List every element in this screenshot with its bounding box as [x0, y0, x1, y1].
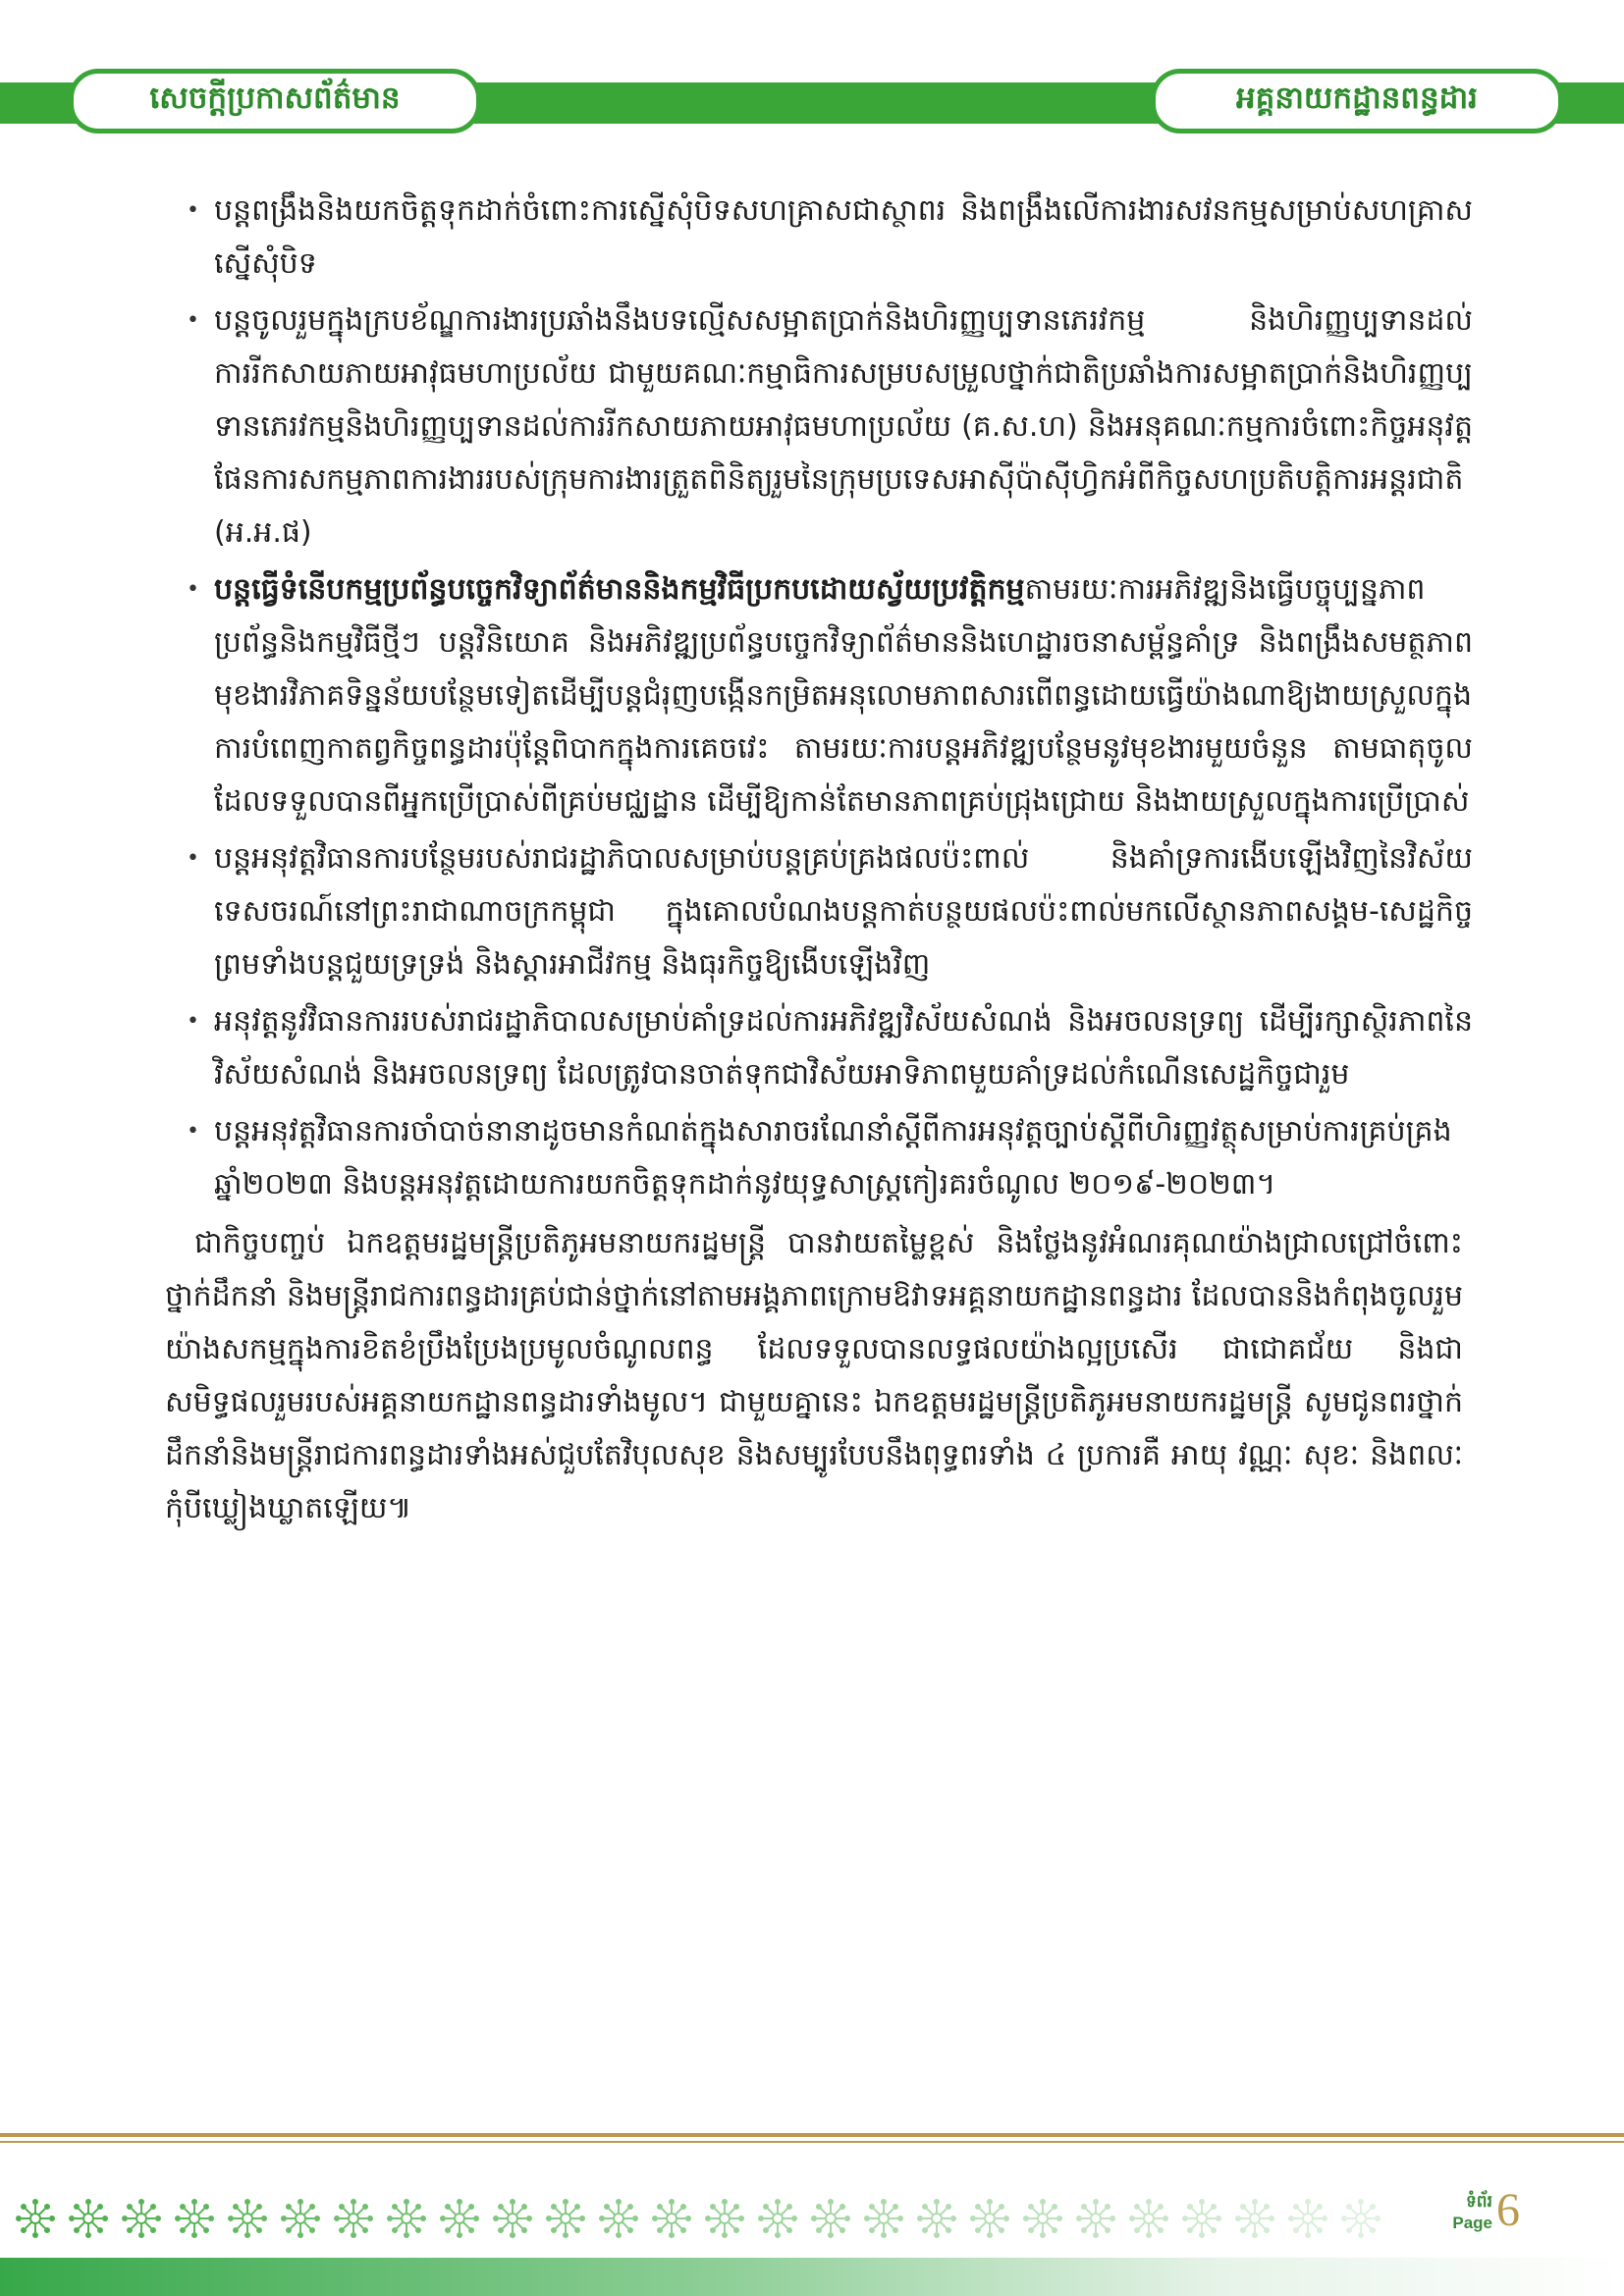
closing-paragraph: ជាកិច្ចបញ្ចប់ ឯកឧត្តមរដ្ឋមន្ត្រីប្រតិភូអមនាយករដ្ឋមន្ត្រី បានវាយតម្លៃខ្ពស់ និងថ្លែងនូវអំណរគុណយ៉ាងជ្រាលជ្រៅចំពោះថ្នាក់ដឹកនាំ និងមន្ត្រីរាជការពន្ធដារគ្រប់ជាន់ថ្នាក់នៅតាមអង្គភាពក្រោមឱវាទអគ្គនាយកដ្ឋានពន្ធដារ ដែលបាននិងកំពុងចូលរួមយ៉ាងសកម្មក្នុងការខិតខំប្រឹងប្រែងប្រមូលចំណូលពន្ធ ដែលទទួលបានលទ្ធផលយ៉ាងល្អប្រសើរ ជាជោគជ័យ និងជាសមិទ្ធផលរួមរបស់អគ្គនាយកដ្ឋានពន្ធដារទាំងមូល។ ជាមួយគ្នានេះ ឯកឧត្តមរដ្ឋមន្ត្រីប្រតិភូអមនាយករដ្ឋមន្ត្រី សូមជូនពរថ្នាក់ដឹកនាំនិងមន្ត្រីរាជការពន្ធដារទាំងអស់ជួបតែវិបុលសុខ និងសម្បូរបែបនឹងពុទ្ធពរទាំង ៤ ប្រការគឺ អាយុ វណ្ណៈ សុខៈ និងពលៈ កុំបីឃ្លៀងឃ្លាតឡើយ៕: [165, 1226, 1463, 1525]
bullet-dot-icon: •: [187, 308, 199, 333]
bullet-dot-icon: •: [187, 198, 199, 223]
header-title-press-release: សេចក្តីប្រកាសព័ត៌មាន: [69, 69, 481, 133]
bullet-dot-icon: •: [187, 846, 199, 871]
bullet-item-tourism-measures: [175, 832, 1473, 991]
floral-ornament-icon: [648, 2195, 695, 2242]
bullet-lead-bold: បន្តធ្វើទំនើបកម្មប្រព័ន្ធបច្ចេកវិទ្យាព័ត៌មាននិងកម្មវិធីប្រកបដោយស្វ័យប្រវត្តិកម្ម: [214, 572, 1025, 607]
bullet-dot-icon: •: [187, 1119, 199, 1144]
page-number: 6: [1496, 2184, 1520, 2236]
floral-ornament-icon: [330, 2195, 377, 2242]
floral-ornament-icon: [1231, 2195, 1278, 2242]
floral-ornament-icon: [1072, 2195, 1119, 2242]
floral-ornament-icon: [12, 2195, 59, 2242]
floral-ornament-icon: [171, 2195, 218, 2242]
floral-ornament-icon: [224, 2195, 271, 2242]
bullet-text: បន្តពង្រឹងនិងយកចិត្តទុកដាក់ចំពោះការស្នើសុំបិទសហគ្រាសជាស្ថាពរ និងពង្រឹងលើការងារសវនកម្មសម្រាប់សហគ្រាសស្នើសុំបិទ: [214, 193, 1473, 281]
floral-ornament-icon: [277, 2195, 324, 2242]
bullet-dot-icon: •: [187, 1009, 199, 1034]
floral-ornament-icon: [1125, 2195, 1172, 2242]
bullet-dot-icon: •: [187, 577, 199, 602]
bullet-item-finance-law-2023: [175, 1105, 1473, 1211]
floral-ornament-icon: [118, 2195, 165, 2242]
bullet-item-aml-cft: [175, 294, 1473, 560]
floral-ornament-icon: [65, 2195, 112, 2242]
floral-ornament-icon: [754, 2195, 801, 2242]
bullet-text: បន្តអនុវត្តវិធានការចាំបាច់នានាដូចមានកំណត់ក្នុងសារាចរណែនាំស្តីពីការអនុវត្តច្បាប់ស្តីពីហិរញ្ញវត្ថុសម្រាប់ការគ្រប់គ្រងឆ្នាំ២០២៣ និងបន្តអនុវត្តដោយការយកចិត្តទុកដាក់នូវយុទ្ធសាស្ត្រកៀរគរចំណូល ២០១៩-២០២៣។: [214, 1114, 1452, 1201]
floral-ornament-icon: [913, 2195, 960, 2242]
footer-ornament-row: [0, 2189, 1426, 2248]
footer-rule-thin: [0, 2141, 1624, 2143]
floral-ornament-icon: [1284, 2195, 1331, 2242]
bullet-text: បន្តអនុវត្តវិធានការបន្ថែមរបស់រាជរដ្ឋាភិបាលសម្រាប់បន្តគ្រប់គ្រងផលប៉ះពាល់ និងគាំទ្រការងើបឡើងវិញនៃវិស័យទេសចរណ៍នៅព្រះរាជាណាចក្រកម្ពុជា ក្នុងគោលបំណងបន្តកាត់បន្ថយផលប៉ះពាល់មកលើស្ថានភាពសង្គម-សេដ្ឋកិច្ច ព្រមទាំងបន្តជួយទ្រទ្រង់ និងស្តារអាជីវកម្ម និងធុរកិច្ចឱ្យងើបឡើងវិញ: [214, 841, 1473, 982]
floral-ornament-icon: [436, 2195, 483, 2242]
bullet-list: [175, 185, 1473, 1211]
bullet-text: អនុវត្តនូវវិធានការរបស់រាជរដ្ឋាភិបាលសម្រាប់គាំទ្រដល់ការអភិវឌ្ឍវិស័យសំណង់ និងអចលនទ្រព្យ ដើម្បីរក្សាស្ថិរភាពនៃវិស័យសំណង់ និងអចលនទ្រព្យ ដែលត្រូវបានចាត់ទុកជាវិស័យអាទិភាពមួយគាំទ្រដល់កំណើនសេដ្ឋកិច្ចជារួម: [214, 1004, 1473, 1092]
floral-ornament-icon: [595, 2195, 642, 2242]
footer-gradient-band: [0, 2258, 1624, 2296]
bullet-text: បន្តចូលរួមក្នុងក្របខ័ណ្ឌការងារប្រឆាំងនឹងបទល្មើសសម្អាតប្រាក់និងហិរញ្ញប្បទានភេរវកម្ម និងហិរញ្ញប្បទានដល់ការរីកសាយភាយអាវុធមហាប្រល័យ ជាមួយគណៈកម្មាធិការសម្របសម្រួលថ្នាក់ជាតិប្រឆាំងការសម្អាតប្រាក់និងហិរញ្ញប្បទានភេរវកម្មនិងហិរញ្ញប្បទានដល់ការរីកសាយភាយអាវុធមហាប្រល័យ (គ.ស.ហ) និងអនុគណៈកម្មការចំពោះកិច្ចអនុវត្តផែនការសកម្មភាពការងាររបស់ក្រុមការងារត្រួតពិនិត្យរួមនៃក្រុមប្រទេសអាស៊ីប៉ាស៊ីហ្វិកអំពីកិច្ចសហប្រតិបត្តិការអន្តរជាតិ (អ.អ.ផ): [214, 303, 1473, 550]
bullet-text: តាមរយៈការអភិវឌ្ឍនិងធ្វើបច្ចុប្បន្នភាពប្រព័ន្ធនិងកម្មវិធីថ្មីៗ បន្តវិនិយោគ និងអភិវឌ្ឍប្រព័ន្ធបច្ចេកវិទ្យាព័ត៌មាននិងហេដ្ឋារចនាសម្ព័ន្ធគាំទ្រ និងពង្រឹងសមត្ថភាពមុខងារវិភាគទិន្នន័យបន្ថែមទៀតដើម្បីបន្តជំរុញបង្កើនកម្រិតអនុលោមភាពសារពើពន្ធដោយធ្វើយ៉ាងណាឱ្យងាយស្រួលក្នុងការបំពេញកាតព្វកិច្ចពន្ធដារប៉ុន្តែពិបាកក្នុងការគេចវេះ តាមរយៈការបន្តអភិវឌ្ឍបន្ថែមនូវមុខងារមួយចំនួន តាមធាតុចូលដែលទទួលបានពីអ្នកប្រើប្រាស់ពីគ្រប់មជ្ឈដ្ឋាន ដើម្បីឱ្យកាន់តែមានភាពគ្រប់ជ្រុងជ្រោយ និងងាយស្រួលក្នុងការប្រើប្រាស់: [214, 572, 1473, 819]
bullet-item-closure-audit: [175, 185, 1473, 291]
footer-rule: [0, 2133, 1624, 2137]
floral-ornament-icon: [1019, 2195, 1066, 2242]
floral-ornament-icon: [807, 2195, 854, 2242]
document-body: [165, 185, 1473, 1535]
floral-ornament-icon: [966, 2195, 1013, 2242]
bullet-item-it-modernization: [175, 563, 1473, 828]
floral-ornament-icon: [1178, 2195, 1225, 2242]
floral-ornament-icon: [383, 2195, 430, 2242]
header-title-department: អគ្គនាយកដ្ឋានពន្ធដារ: [1151, 69, 1563, 133]
floral-ornament-icon: [1337, 2195, 1384, 2242]
floral-ornament-icon: [701, 2195, 748, 2242]
page-label-khmer: ទំព័រ: [1466, 2192, 1492, 2211]
page-label-english: Page: [1452, 2214, 1492, 2232]
floral-ornament-icon: [489, 2195, 536, 2242]
page-label: [1434, 2191, 1492, 2234]
floral-ornament-icon: [542, 2195, 589, 2242]
floral-ornament-icon: [860, 2195, 907, 2242]
bullet-item-construction-realestate: [175, 995, 1473, 1101]
